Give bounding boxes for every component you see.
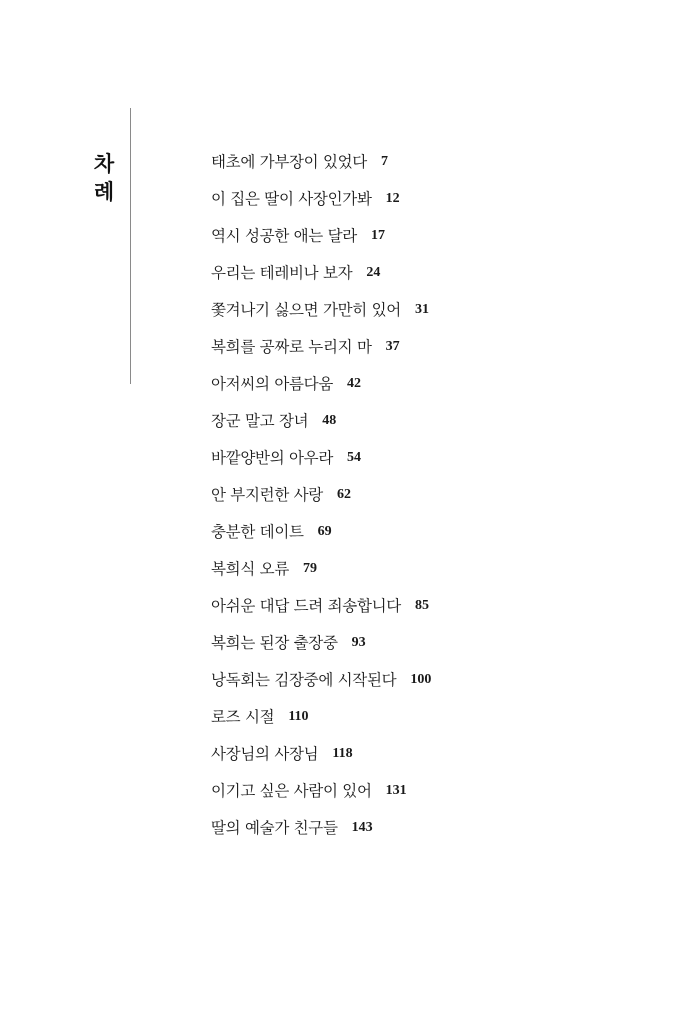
toc-item[interactable] (211, 594, 431, 631)
toc-item-title: 우리는 테레비나 보자 (211, 264, 353, 282)
toc-item[interactable] (211, 705, 431, 742)
toc-item-page: 7 (381, 154, 388, 169)
toc-item[interactable] (211, 335, 431, 372)
toc-item-title: 복희식 오류 (211, 560, 289, 578)
toc-heading (90, 150, 118, 206)
toc-item-title: 낭독회는 김장중에 시작된다 (211, 671, 397, 689)
toc-item-title: 이기고 싶은 사람이 있어 (211, 782, 372, 800)
toc-item[interactable] (211, 557, 431, 594)
toc-item-page: 100 (410, 672, 432, 687)
toc-item-title: 안 부지런한 사랑 (211, 486, 323, 504)
toc-item[interactable] (211, 150, 431, 187)
toc-item[interactable] (211, 261, 431, 298)
toc-item[interactable] (211, 631, 431, 668)
toc-item-page: 48 (322, 413, 337, 428)
toc-item-title: 장군 말고 장녀 (211, 412, 309, 430)
toc-item-title: 사장님의 사장님 (211, 745, 319, 763)
vertical-divider (130, 108, 131, 384)
toc-item[interactable] (211, 224, 431, 261)
toc-item-page: 131 (385, 783, 407, 798)
toc-item-page: 69 (317, 524, 332, 539)
toc-item-page: 12 (385, 191, 400, 206)
toc-item[interactable] (211, 409, 431, 446)
toc-item-title: 태초에 가부장이 있었다 (211, 153, 367, 171)
toc-item-title: 이 집은 딸이 사장인가봐 (211, 190, 372, 208)
toc-item-page: 93 (351, 635, 366, 650)
toc-item-title: 아쉬운 대답 드려 죄송합니다 (211, 597, 401, 615)
toc-item-title: 아저씨의 아름다움 (211, 375, 334, 393)
toc-heading-char-2: 례 (93, 180, 115, 204)
toc-item-title: 딸의 예술가 친구들 (211, 819, 338, 837)
toc-item[interactable] (211, 668, 431, 705)
toc-item-page: 54 (347, 450, 362, 465)
toc-item[interactable] (211, 742, 431, 779)
toc-item-title: 역시 성공한 애는 달라 (211, 227, 357, 245)
toc-item-title: 로즈 시절 (211, 708, 275, 726)
toc-item-page: 31 (414, 302, 429, 317)
toc-item-page: 79 (303, 561, 317, 576)
toc-item-title: 복희를 공짜로 누리지 마 (211, 338, 372, 356)
toc-item-title: 충분한 데이트 (211, 523, 304, 541)
toc-item-page: 143 (351, 820, 373, 835)
toc-heading-char-1: 차 (93, 152, 115, 176)
toc-item-page: 118 (332, 746, 353, 761)
toc-item[interactable] (211, 816, 431, 853)
toc-item-title: 복희는 된장 출장중 (211, 634, 338, 652)
toc-item-page: 42 (347, 376, 362, 391)
toc-item[interactable] (211, 372, 431, 409)
toc-item-page: 110 (288, 709, 309, 724)
toc-item-page: 62 (336, 487, 351, 502)
toc-item-page: 17 (370, 228, 385, 243)
toc-item[interactable] (211, 779, 431, 816)
toc-item[interactable] (211, 483, 431, 520)
toc-item-title: 바깥양반의 아우라 (211, 449, 334, 467)
toc-item-page: 37 (385, 339, 400, 354)
toc-item-title: 쫓겨나기 싫으면 가만히 있어 (211, 301, 401, 319)
toc-item[interactable] (211, 298, 431, 335)
toc-item[interactable] (211, 187, 431, 224)
toc-list (211, 150, 431, 853)
toc-item[interactable] (211, 446, 431, 483)
toc-item[interactable] (211, 520, 431, 557)
toc-item-page: 85 (414, 598, 429, 613)
toc-item-page: 24 (366, 265, 381, 280)
